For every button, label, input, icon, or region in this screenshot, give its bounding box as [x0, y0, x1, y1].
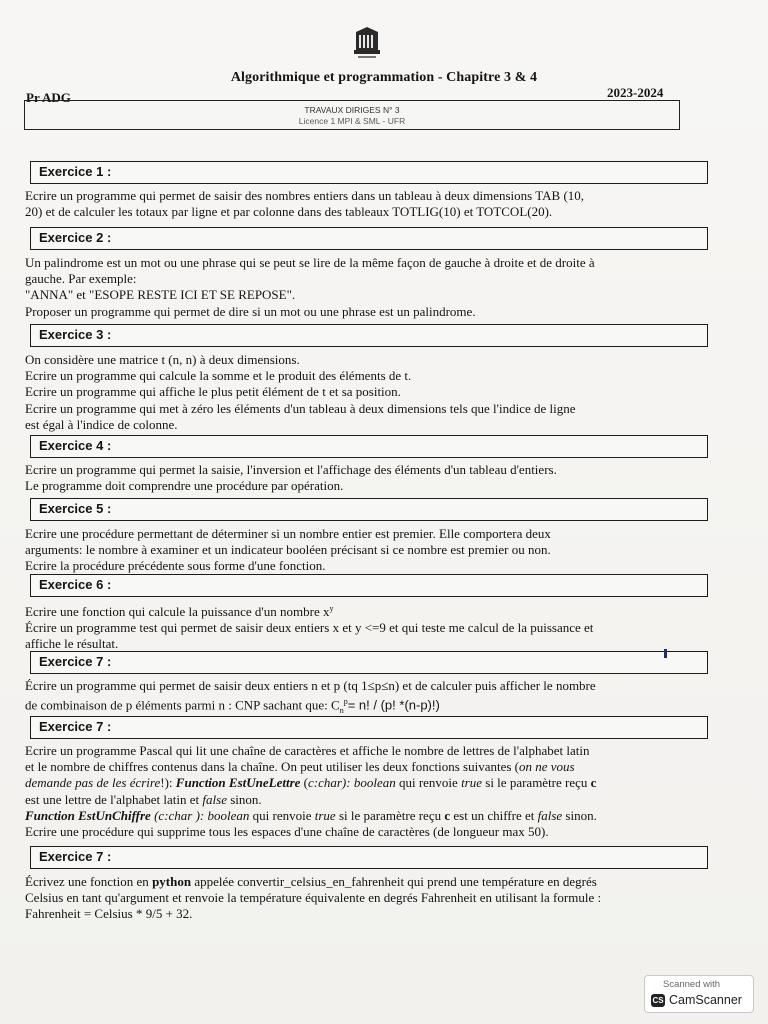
exercise-6-line: Ecrire une fonction qui calcule la puissance d'un nombre $x^y$ — [25, 604, 334, 619]
exercise-2-line: Un palindrome est un mot ou une phrase qui se peut se lire de la même façon de gauche à droite et de droite à — [25, 255, 595, 270]
exercise-7b-text — [25, 743, 717, 840]
ink-mark — [664, 649, 667, 658]
academic-year: 2023-2024 — [607, 85, 664, 100]
exercise-7a-text — [25, 678, 717, 719]
exercise-2-text — [25, 255, 717, 320]
exercise-4-text — [25, 462, 717, 494]
exercise-7b-line: Ecrire une procédure qui supprime tous les espaces d'une chaîne de caractères (de longueur max 50). — [25, 824, 549, 840]
exercise-2-heading: Exercice 2 : — [30, 227, 708, 250]
exercise-1-heading: Exercice 1 : — [30, 161, 708, 184]
exercise-5-line: Ecrire une procédure permettant de déterminer si un nombre entier est premier. Elle comportera deux — [25, 526, 551, 541]
exercise-7a-heading: Exercice 7 : — [30, 651, 708, 674]
exercise-2-line: Proposer un programme qui permet de dire si un mot ou une phrase est un palindrome. — [25, 303, 476, 319]
exercise-4-line: Ecrire un programme qui permet la saisie, l'inversion et l'affichage des éléments d'un tableau d'entiers. — [25, 462, 557, 477]
exercise-2-line: "ANNA" et "ESOPE RESTE ICI ET SE REPOSE". — [25, 287, 296, 303]
author-label: Pr ADG — [26, 90, 71, 105]
exercise-3-line: Ecrire un programme qui calcule la somme et le produit des éléments de t. — [25, 368, 412, 384]
exercise-7c-line: Écrivez une fonction en python appelée convertir_celsius_en_fahrenheit qui prend une température en degrés — [25, 874, 597, 889]
exercise-5-heading: Exercice 5 : — [30, 498, 708, 521]
exercise-7b-line: et le nombre de chiffres contenus dans la chaîne. On peut utiliser les deux fonctions suivantes (on ne vous — [25, 759, 575, 775]
exercise-1-line: 20) et de calculer les totaux par ligne et par colonne dans des tableaux TOTLIG(10) et TOTCOL(20). — [25, 204, 553, 220]
exercise-7b-line: Function EstUnChiffre (c:char ): boolean qui renvoie true si le paramètre reçu c est un chiffre et false sinon. — [25, 807, 597, 823]
function-estunelettre: Function EstUneLettre — [175, 775, 301, 791]
camscanner-logo-icon: CS — [652, 996, 664, 1005]
exercise-3-line: Ecrire un programme qui met à zéro les éléments d'un tableau à deux dimensions tels que l'indice de ligne — [25, 400, 576, 416]
exercise-3-heading: Exercice 3 : — [30, 324, 708, 347]
exercise-7b-line: est une lettre de l'alphabet latin et false sinon. — [25, 791, 262, 807]
exercise-6-text — [25, 601, 717, 653]
exercise-1-line: Ecrire un programme qui permet de saisir des nombres entiers dans un tableau à deux dimensions TAB (10, — [25, 188, 585, 203]
exercise-2-line: gauche. Par exemple: — [25, 271, 137, 287]
cnp-formula: = n! / (p! *(n-p)!) — [347, 697, 440, 713]
exercise-4-line: Le programme doit comprendre une procédure par opération. — [25, 478, 344, 494]
exercise-3-line: Ecrire un programme qui affiche le plus petit élément de t et sa position. — [25, 384, 401, 400]
university-logo-icon — [352, 26, 382, 62]
td-subtitle: Licence 1 MPI & SML - UFR — [298, 116, 406, 126]
td-header-box — [24, 100, 680, 130]
exercise-6-heading: Exercice 6 : — [30, 574, 708, 597]
exponent-y: y — [329, 604, 334, 613]
exercise-7a-line: Écrire un programme qui permet de saisir deux entiers n et p (tq 1≤p≤n) et de calculer puis afficher le nombre — [25, 678, 596, 693]
exercise-3-line: On considère une matrice t (n, n) à deux dimensions. — [25, 352, 300, 367]
exercise-3-line: est égal à l'indice de colonne. — [25, 416, 178, 432]
exercise-6-line: affiche le résultat. — [25, 636, 119, 652]
exercise-7c-heading: Exercice 7 : — [30, 846, 708, 869]
exercise-7a-line: de combinaison de p éléments parmi n : CNP sachant que: $C_n^p= n$! / (p! *(n-p)!) — [25, 697, 440, 716]
exercise-7b-line: Ecrire un programme Pascal qui lit une chaîne de caractères et affiche le nombre de lettres de l'alphabet latin — [25, 743, 590, 758]
exercise-7c-text — [25, 874, 717, 923]
exercise-7c-line: Fahrenheit = Celsius * 9/5 + 32. — [25, 906, 193, 922]
exercise-7c-line: Celsius en tant qu'argument et renvoie la température équivalente en degrés Fahrenheit en utilisant la formule : — [25, 890, 602, 906]
document-title: Algorithmique et programmation - Chapitre 3 & 4 — [230, 70, 538, 85]
exercise-7b-heading: Exercice 7 : — [30, 716, 708, 739]
exercise-1-text — [25, 188, 717, 220]
camscanner-watermark: Scanned with CS CamScanner — [644, 975, 754, 1013]
exercise-4-heading: Exercice 4 : — [30, 435, 708, 458]
exercise-3-text — [25, 352, 717, 433]
function-estunchiffre: Function EstUnChiffre — [25, 807, 151, 823]
exercise-5-text — [25, 526, 717, 575]
exercise-6-line: Écrire un programme test qui permet de saisir deux entiers x et y <=9 et qui teste me calcul de la puissance et — [25, 620, 594, 636]
exercise-5-line: arguments: le nombre à examiner et un indicateur booléen précisant si ce nombre est premier ou non. — [25, 542, 551, 558]
td-title: TRAVAUX DIRIGES N° 3 — [304, 105, 400, 115]
exercise-5-line: Ecrire la procédure précédente sous forme d'une fonction. — [25, 558, 326, 574]
exercise-7b-line: demande pas de les écrire!): Function EstUneLettre (c:char): boolean qui renvoie true si le paramètre reçu c — [25, 775, 597, 791]
